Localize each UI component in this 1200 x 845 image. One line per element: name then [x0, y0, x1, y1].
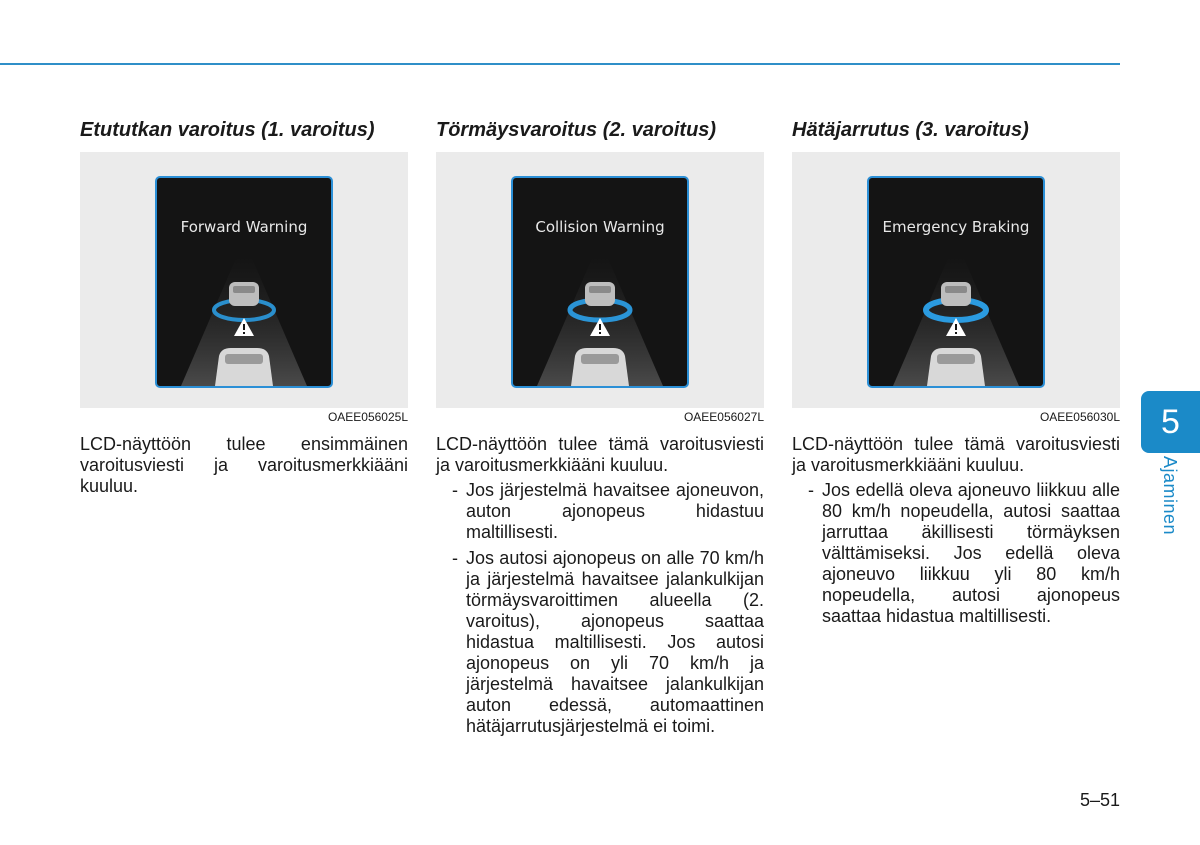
bullet-list	[436, 480, 764, 737]
bullet-text: Jos edellä oleva ajoneuvo liikkuu alle 80 km/h nopeudella, autosi saattaa jarruttaa äkillisesti törmäyksen välttämiseksi. Jos edellä oleva ajoneuvo liikkuu yli 80 km/h nopeudella, autosi ajonopeus saattaa hidastua maltillisesti.	[822, 480, 1120, 626]
bullet-text: Jos autosi ajonopeus on alle 70 km/h ja järjestelmä havaitsee jalankulkijan törmäysvaroittimen alueella (2. varoitus), ajonopeus saattaa hidastua maltillisesti. Jos autosi ajonopeus on yli 70 km/h ja järjestelmä havaitsee jalankulkijan auton edessä, automaattinen hätäjarrutusjärjestelmä ei toimi.	[466, 548, 764, 736]
section-title: Etututkan varoitus (1. varoitus)	[80, 119, 375, 141]
figure-code: OAEE056025L	[327, 410, 408, 424]
car-front-icon	[941, 282, 971, 306]
bullet-list	[792, 480, 1120, 627]
road-illustration	[869, 178, 1043, 386]
car-rear-icon	[571, 348, 629, 386]
bullet-marker: -	[808, 480, 814, 500]
car-rear-icon	[215, 348, 273, 386]
car-front-icon	[229, 282, 259, 306]
road-illustration	[513, 178, 687, 386]
bullet-item	[436, 480, 764, 543]
column-emergency-braking	[792, 118, 1120, 632]
figure-code: OAEE056030L	[1039, 410, 1120, 424]
column-collision-warning	[436, 118, 764, 742]
car-front-icon	[585, 282, 615, 306]
top-rule	[0, 63, 1120, 65]
lcd-screen	[511, 176, 689, 388]
bullet-item	[436, 548, 764, 737]
road-illustration	[157, 178, 331, 386]
lcd-screen	[867, 176, 1045, 388]
column-forward-warning	[80, 118, 408, 497]
figure-collision-warning	[436, 152, 764, 408]
screen-message: Forward Warning	[180, 218, 308, 236]
section-title: Törmäysvaroitus (2. varoitus)	[436, 119, 717, 141]
bullet-text: Jos järjestelmä havaitsee ajoneuvon, auton ajonopeus hidastuu maltillisesti.	[466, 480, 764, 542]
figure-forward-warning	[80, 152, 408, 408]
screen-message: Emergency Braking	[882, 218, 1030, 236]
lcd-screen	[155, 176, 333, 388]
body-paragraph: LCD-näyttöön tulee tämä varoitusviesti ja varoitusmerkkiääni kuuluu.	[792, 434, 1120, 475]
bullet-marker: -	[452, 480, 458, 500]
screen-message: Collision Warning	[535, 218, 665, 236]
page-number: 5–51	[1080, 790, 1121, 810]
chapter-label: Ajaminen	[1160, 456, 1180, 536]
chapter-tab: 5	[1141, 391, 1200, 453]
figure-code: OAEE056027L	[683, 410, 764, 424]
car-rear-icon	[927, 348, 985, 386]
bullet-item	[792, 480, 1120, 627]
figure-emergency-braking	[792, 152, 1120, 408]
body-paragraph: LCD-näyttöön tulee tämä varoitusviesti ja varoitusmerkkiääni kuuluu.	[436, 434, 764, 475]
bullet-marker: -	[452, 548, 458, 568]
body-paragraph: LCD-näyttöön tulee ensimmäinen varoitusviesti ja varoitusmerkkiääni kuuluu.	[80, 434, 408, 496]
section-title: Hätäjarrutus (3. varoitus)	[792, 119, 1029, 141]
